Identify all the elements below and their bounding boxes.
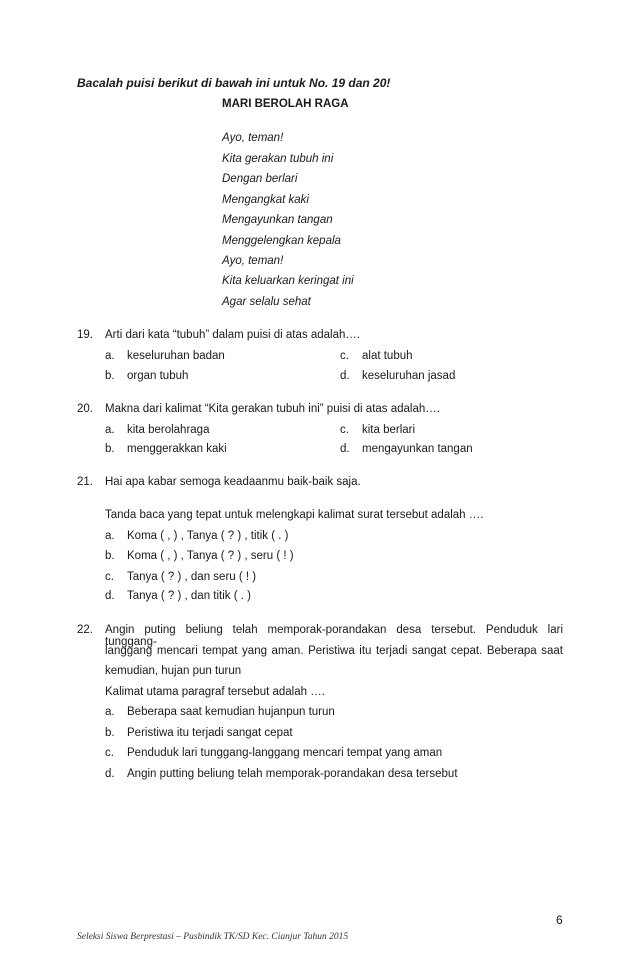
question-number: 20. <box>77 403 93 415</box>
option-d <box>340 370 455 382</box>
option-d <box>105 590 251 602</box>
option-b <box>105 727 293 739</box>
poem-line: Agar selalu sehat <box>222 296 311 308</box>
option-text: Penduduk lari tunggang-langgang mencari tempat yang aman <box>127 747 443 759</box>
question-subtext: Tanda baca yang tepat untuk melengkapi kalimat surat tersebut adalah …. <box>105 509 484 521</box>
poem-line: Mengangkat kaki <box>222 194 309 206</box>
option-letter: d. <box>105 590 115 602</box>
option-text: Koma ( , ) , Tanya ( ? ) , titik ( . ) <box>127 530 289 542</box>
option-letter: d. <box>340 370 350 382</box>
option-letter: d. <box>105 768 115 780</box>
option-a <box>105 706 335 718</box>
option-text: menggerakkan kaki <box>127 443 227 455</box>
option-letter: c. <box>105 747 114 759</box>
option-c <box>105 747 442 759</box>
paragraph-line: Angin puting beliung telah memporak-porandakan desa tersebut. Penduduk lari tunggang- <box>105 624 563 648</box>
option-text: organ tubuh <box>127 370 189 382</box>
poem-line: Ayo, teman! <box>222 255 284 267</box>
question-number: 22. <box>77 624 93 636</box>
poem-line: Mengayunkan tangan <box>222 214 333 226</box>
page-footer: Seleksi Siswa Berprestasi – Pusbindik TK/SD Kec. Cianjur Tahun 2015 <box>77 932 349 942</box>
option-text: kita berlari <box>362 424 416 436</box>
option-letter: b. <box>105 370 115 382</box>
question-number: 21. <box>77 476 93 488</box>
option-letter: a. <box>105 350 115 362</box>
question-number: 19. <box>77 329 93 341</box>
option-letter: c. <box>105 571 114 583</box>
question-text: Hai apa kabar semoga keadaanmu baik-baik saja. <box>105 476 361 488</box>
poem-title: MARI BEROLAH RAGA <box>222 98 349 110</box>
option-letter: b. <box>105 443 115 455</box>
option-letter: d. <box>340 443 350 455</box>
option-d <box>105 768 458 780</box>
option-text: keseluruhan badan <box>127 350 225 362</box>
option-text: mengayunkan tangan <box>362 443 473 455</box>
page-number: 6 <box>556 913 563 927</box>
option-c <box>340 350 413 362</box>
poem-line: Menggelengkan kepala <box>222 235 341 247</box>
option-letter: b. <box>105 550 115 562</box>
poem-line: Ayo, teman! <box>222 132 284 144</box>
option-c <box>105 571 256 583</box>
option-text: Angin putting beliung telah memporak-porandakan desa tersebut <box>127 768 458 780</box>
option-text: kita berolahraga <box>127 424 210 436</box>
option-text: keseluruhan jasad <box>362 370 456 382</box>
option-text: Tanya ( ? ) , dan titik ( . ) <box>127 590 251 602</box>
option-text: alat tubuh <box>362 350 413 362</box>
question-subtext: Kalimat utama paragraf tersebut adalah …. <box>105 686 325 698</box>
option-letter: a. <box>105 706 115 718</box>
option-text: Peristiwa itu terjadi sangat cepat <box>127 727 293 739</box>
option-a <box>105 530 288 542</box>
option-letter: c. <box>340 350 349 362</box>
option-c <box>340 424 415 436</box>
paragraph-line: langgang mencari tempat yang aman. Peristiwa itu terjadi sangat cepat. Beberapa saat <box>105 645 563 657</box>
option-d <box>340 443 473 455</box>
option-b <box>105 550 294 562</box>
option-a <box>105 350 225 362</box>
option-a <box>105 424 209 436</box>
poem-line: Kita gerakan tubuh ini <box>222 153 334 165</box>
question-text: Arti dari kata “tubuh” dalam puisi di atas adalah…. <box>105 329 361 341</box>
option-letter: c. <box>340 424 349 436</box>
instruction-heading: Bacalah puisi berikut di bawah ini untuk No. 19 dan 20! <box>77 76 391 90</box>
option-text: Tanya ( ? ) , dan seru ( ! ) <box>127 571 257 583</box>
option-letter: a. <box>105 424 115 436</box>
poem-line: Dengan berlari <box>222 173 298 185</box>
option-letter: a. <box>105 530 115 542</box>
poem-line: Kita keluarkan keringat ini <box>222 275 354 287</box>
question-text: Makna dari kalimat “Kita gerakan tubuh ini” puisi di atas adalah…. <box>105 403 440 415</box>
option-text: Koma ( , ) , Tanya ( ? ) , seru ( ! ) <box>127 550 294 562</box>
option-b <box>105 443 227 455</box>
option-text: Beberapa saat kemudian hujanpun turun <box>127 706 335 718</box>
option-letter: b. <box>105 727 115 739</box>
option-b <box>105 370 188 382</box>
paragraph-line: kemudian, hujan pun turun <box>105 665 242 677</box>
